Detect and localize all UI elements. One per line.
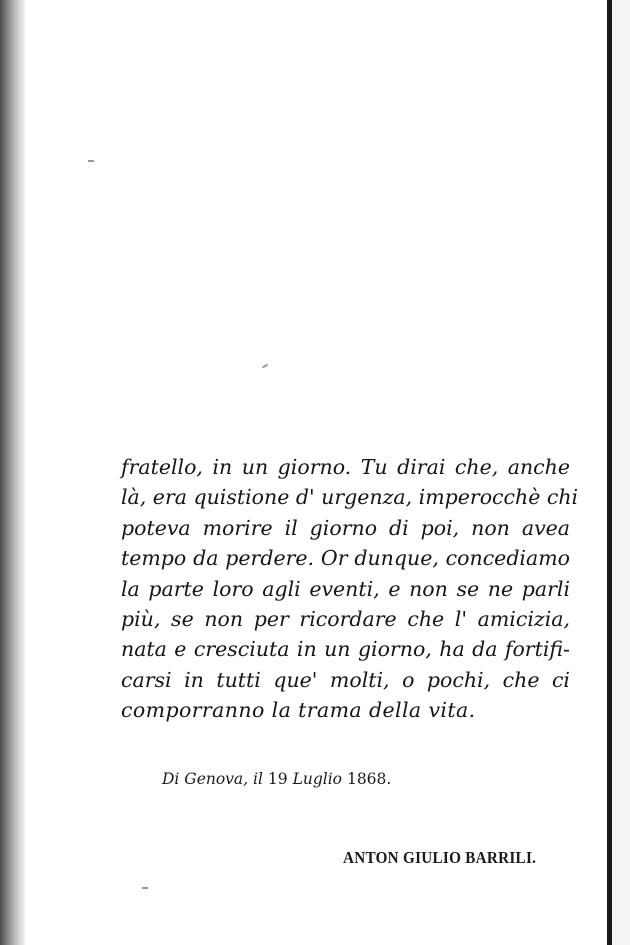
author-signature: ANTON GIULIO BARRILI. [343,848,537,867]
text-line: carsi in tutti que' molti, o pochi, che ci [121,667,570,692]
dateline-separator: , il [243,770,268,788]
paper-speck [262,364,268,368]
text-line: là, era quistione d' urgenza, imperocchè chi [121,485,579,510]
paper-speck [142,887,148,889]
book-spine-shadow [0,0,26,945]
right-page-edge [607,0,612,945]
body-paragraph [121,452,579,726]
dateline-month: Luglio [292,770,343,788]
text-line: comporranno la trama della vita. [121,698,476,723]
text-line: la parte loro agli eventi, e non se ne parli [121,576,570,601]
dateline-day: 19 [267,770,288,788]
text-line: più, se non per ricordare che l' amicizia, [121,607,570,632]
text-line: nata e cresciuta in un giorno, ha da fortifi- [121,637,570,662]
text-line: fratello, in un giorno. Tu dirai che, anche [121,455,570,479]
dateline [162,770,391,788]
text-line: tempo da perdere. Or dunque, concediamo [121,546,570,571]
right-page-margin [612,0,630,945]
dateline-place: Di Genova [162,770,244,788]
paper-speck [88,160,94,162]
text-line: poteva morire il giorno di poi, non avea [121,515,570,540]
dateline-year: 1868. [346,770,392,788]
